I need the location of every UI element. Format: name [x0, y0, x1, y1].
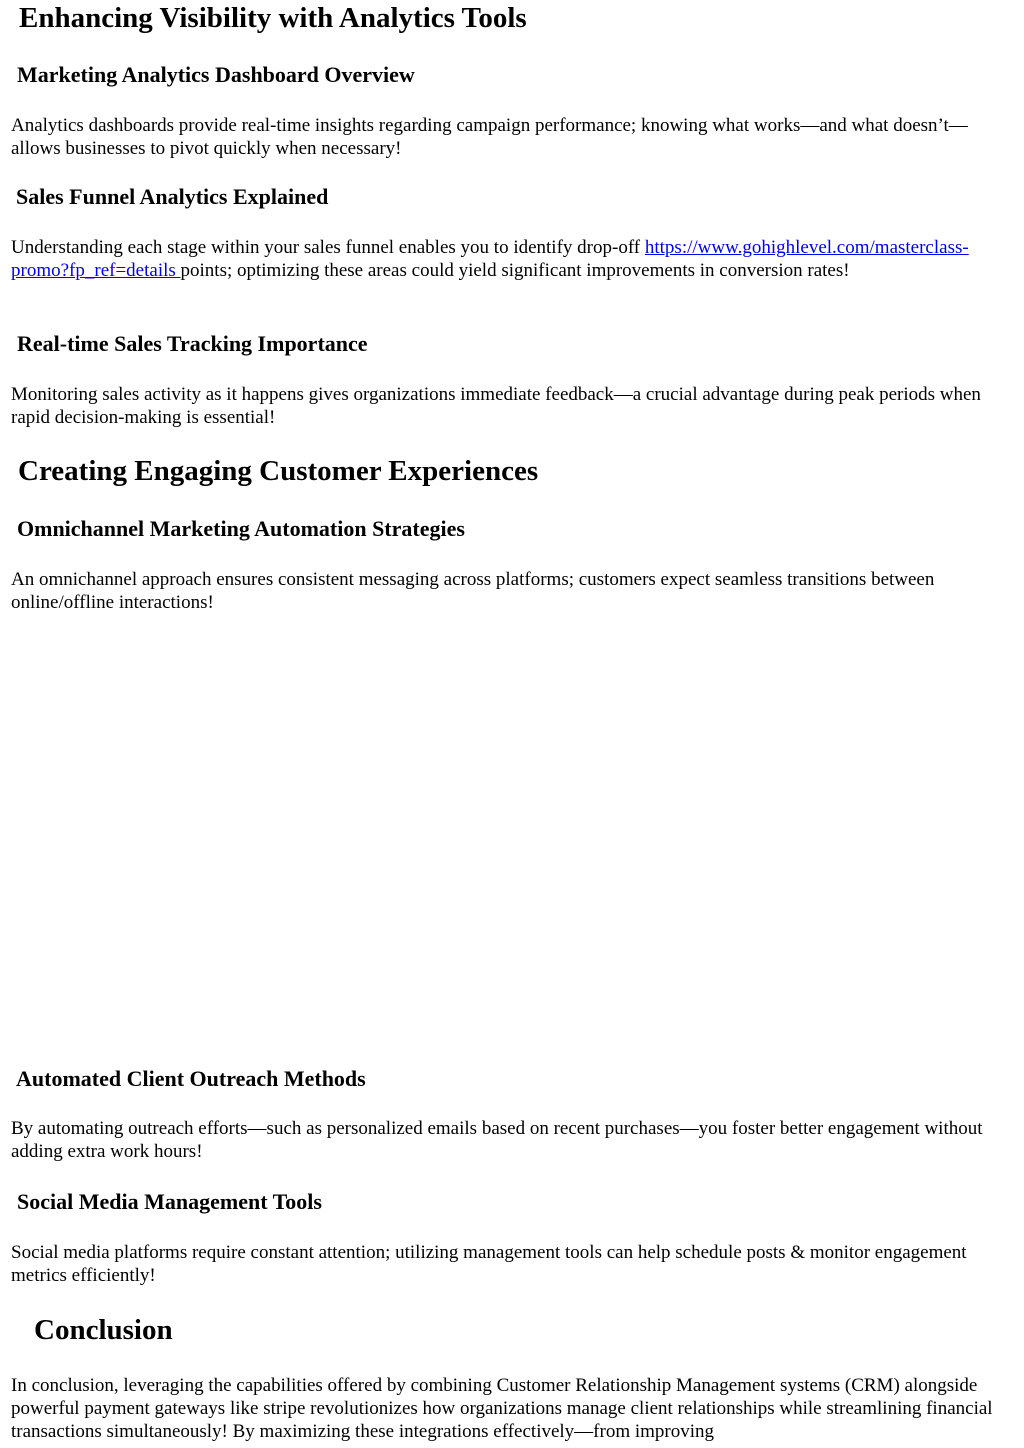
subheading-marketing-dashboard: Marketing Analytics Dashboard Overview: [17, 62, 415, 87]
paragraph-client-outreach: By automating outreach efforts—such as personalized emails based on recent purchases—you foster better engagement without adding extra work hours!: [11, 1118, 983, 1162]
paragraph-marketing-dashboard: Analytics dashboards provide real-time insights regarding campaign performance; knowing what works—and what doesn’t—allows businesses to pivot quickly when necessary!: [11, 115, 968, 159]
paragraph-sales-funnel-text-after: points; optimizing these areas could yield significant improvements in conversion rates!: [180, 260, 850, 281]
section-heading-customer-experiences: Creating Engaging Customer Experiences: [18, 455, 539, 487]
subheading-social-media: Social Media Management Tools: [17, 1189, 322, 1214]
subheading-omnichannel: Omnichannel Marketing Automation Strategies: [17, 516, 465, 541]
paragraph-sales-funnel: [11, 236, 1016, 282]
paragraph-realtime-tracking: Monitoring sales activity as it happens gives organizations immediate feedback—a crucial advantage during peak periods when rapid decision-making is essential!: [11, 384, 981, 428]
section-heading-analytics-tools: Enhancing Visibility with Analytics Tools: [19, 2, 527, 34]
subheading-realtime-tracking: Real-time Sales Tracking Importance: [17, 331, 368, 356]
subheading-client-outreach: Automated Client Outreach Methods: [16, 1066, 366, 1091]
paragraph-social-media: Social media platforms require constant attention; utilizing management tools can help schedule posts & monitor engagement metrics efficiently!: [11, 1242, 967, 1286]
paragraph-sales-funnel-text-before: Understanding each stage within your sales funnel enables you to identify drop-off: [11, 237, 641, 258]
paragraph-conclusion: In conclusion, leveraging the capabilities offered by combining Customer Relationship Management systems (CRM) alongside powerful payment gateways like stripe revolutionizes how organizations manage client relationships while streamlining financial transactions simultaneously! By maximizing these integrations effectively—from improving: [11, 1375, 993, 1442]
masterclass-promo-link[interactable]: https://www.gohighlevel.com/masterclass-promo?fp_ref=details: [11, 237, 969, 281]
subheading-sales-funnel: Sales Funnel Analytics Explained: [16, 184, 329, 209]
section-heading-conclusion: Conclusion: [34, 1314, 173, 1346]
paragraph-omnichannel: An omnichannel approach ensures consistent messaging across platforms; customers expect seamless transitions between online/offline interactions!: [11, 569, 935, 613]
